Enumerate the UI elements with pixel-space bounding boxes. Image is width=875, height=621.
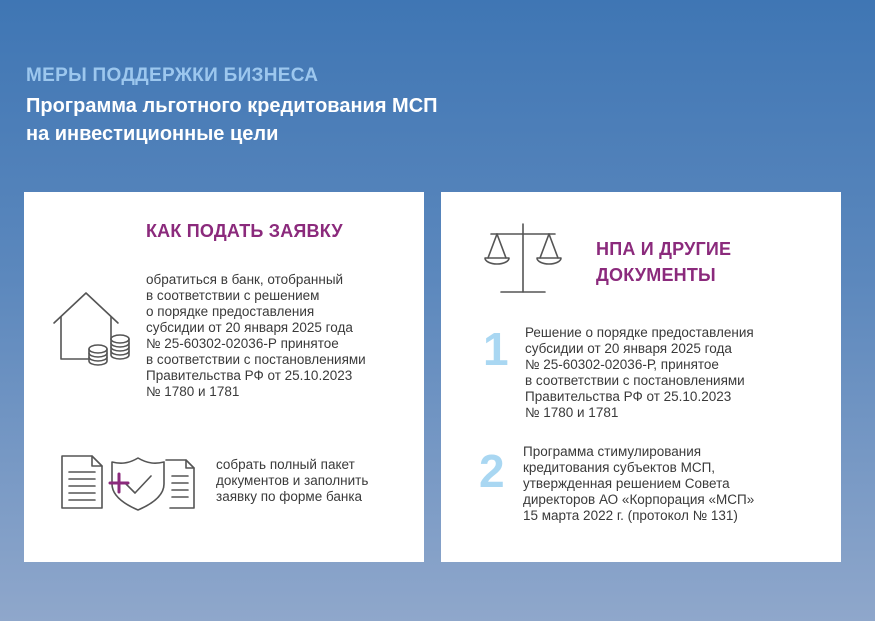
documents-heading-line-1: НПА И ДРУГИЕ — [596, 239, 732, 259]
item-1-number: 1 — [483, 323, 509, 375]
step-1-line: Правительства РФ от 25.10.2023 — [146, 368, 353, 383]
how-to-apply-heading: КАК ПОДАТЬ ЗАЯВКУ — [146, 221, 343, 241]
item-2-line: утвержденная решением Совета — [523, 476, 730, 491]
step-1-line: № 1780 и 1781 — [146, 384, 240, 399]
documents-heading-line-2: ДОКУМЕНТЫ — [596, 265, 716, 285]
step-2-text — [216, 457, 416, 505]
step-1-line: в соответствии с постановлениями — [146, 352, 366, 367]
step-1-line: № 25-60302-02036-Р принятое — [146, 336, 339, 351]
item-1-line: субсидии от 20 января 2025 года — [525, 341, 732, 356]
item-1-text — [525, 325, 825, 421]
how-to-apply-card — [24, 192, 424, 562]
header-subtitle: МЕРЫ ПОДДЕРЖКИ БИЗНЕСА — [26, 65, 319, 86]
house-coins-icon — [50, 287, 132, 373]
documents-card — [441, 192, 841, 562]
item-1-line: в соответствии с постановлениями — [525, 373, 745, 388]
step-1-line: субсидии от 20 января 2025 года — [146, 320, 353, 335]
item-2-line: Программа стимулирования — [523, 444, 702, 459]
item-1-line: Правительства РФ от 25.10.2023 — [525, 389, 732, 404]
page-title-line-2: на инвестиционные цели — [26, 123, 279, 145]
item-2-number: 2 — [479, 445, 505, 497]
step-1-line: в соответствии с решением — [146, 288, 320, 303]
plus-icon — [108, 472, 130, 494]
item-2-line: кредитования субъектов МСП, — [523, 460, 716, 475]
step-2-line: заявку по форме банка — [216, 489, 363, 504]
step-1-text — [146, 272, 416, 400]
item-2-line: 15 марта 2022 г. (протокол № 131) — [523, 508, 738, 523]
item-1-line: № 1780 и 1781 — [525, 405, 619, 420]
documents-heading — [596, 236, 731, 288]
step-2-line: документов и заполнить — [216, 473, 369, 488]
step-1-line: о порядке предоставления — [146, 304, 315, 319]
step-1-line: обратиться в банк, отобранный — [146, 272, 344, 287]
item-2-text — [523, 444, 823, 524]
item-2-line: директоров АО «Корпорация «МСП» — [523, 492, 755, 507]
scales-icon — [483, 220, 563, 296]
item-1-line: № 25-60302-02036-Р, принятое — [525, 357, 719, 372]
page-title — [26, 92, 586, 148]
item-1-line: Решение о порядке предоставления — [525, 325, 754, 340]
page-title-line-1: Программа льготного кредитования МСП — [26, 95, 438, 117]
step-2-line: собрать полный пакет — [216, 457, 355, 472]
